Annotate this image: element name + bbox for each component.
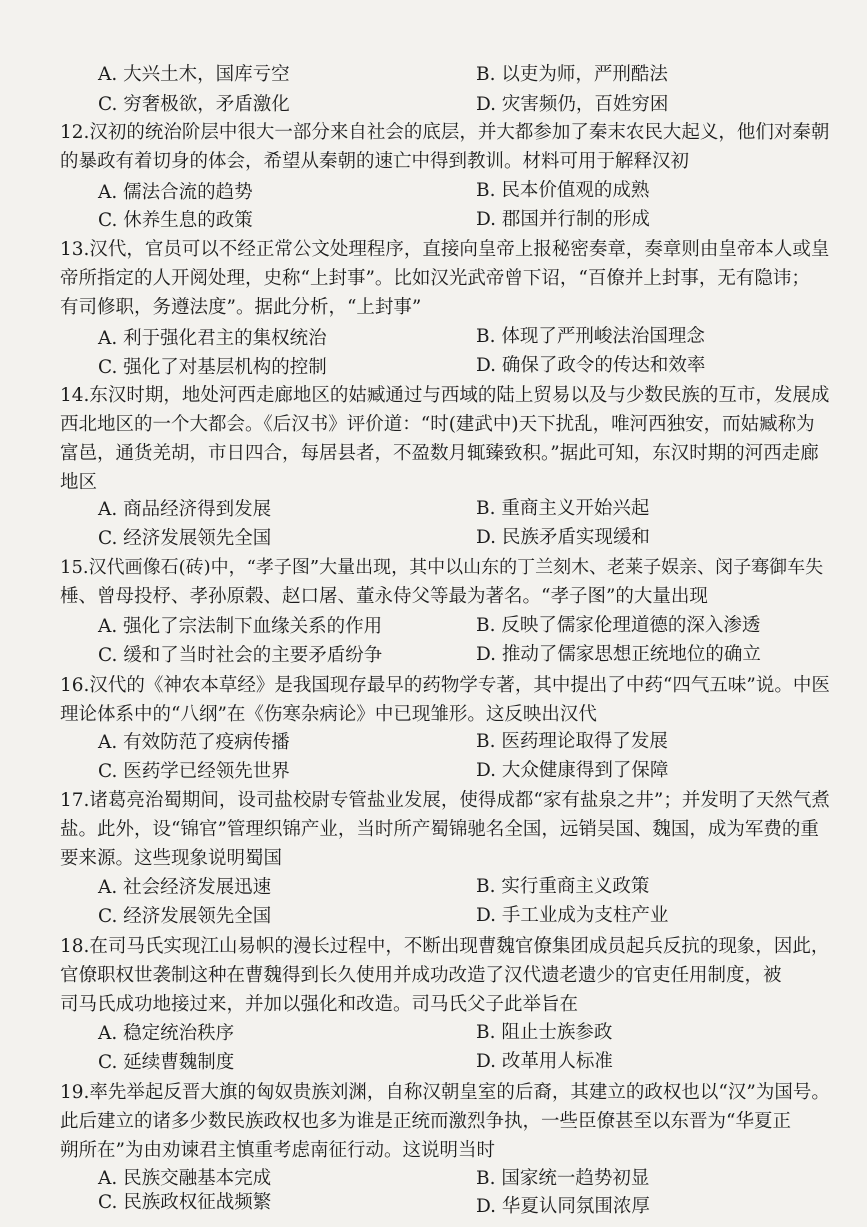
- q12-option-c: C. 休养生息的政策: [98, 210, 253, 231]
- q14-option-c: C. 经济发展领先全国: [98, 528, 272, 549]
- q17-option-b: B. 实行重商主义政策: [476, 876, 650, 897]
- q15-option-c: C. 缓和了当时社会的主要矛盾纷争: [98, 645, 383, 666]
- q19-option-b: B. 国家统一趋势初显: [476, 1168, 650, 1189]
- q18-stem-line: 司马氏成功地接过来，并加以强化和改造。司马氏父子此举旨在: [60, 994, 579, 1015]
- q13-option-b: B. 体现了严刑峻法治国理念: [476, 326, 705, 347]
- q17-option-d: D. 手工业成为支柱产业: [476, 905, 669, 926]
- q15-stem-line: 15.汉代画像石(砖)中，“孝子图”大量出现，其中以山东的丁兰刻木、老莱子娱亲、闵子骞御车失: [60, 557, 824, 578]
- q15-option-a: A. 强化了宗法制下血缘关系的作用: [98, 616, 383, 637]
- q17-option-a: A. 社会经济发展迅速: [98, 877, 272, 898]
- q12-option-b: B. 民本价值观的成熟: [476, 180, 650, 201]
- q11-option-b: B. 以吏为师，严刑酷法: [476, 64, 668, 85]
- q15-stem: [60, 553, 830, 611]
- q18-option-c: C. 延续曹魏制度: [98, 1052, 235, 1073]
- q13-stem: [60, 235, 830, 322]
- q19-option-d: D. 华夏认同氛围浓厚: [476, 1196, 650, 1217]
- q16-option-b: B. 医药理论取得了发展: [476, 731, 668, 752]
- q13-stem-line: 有司修职，务遵法度”。据此分析，“上封事”: [60, 297, 422, 318]
- q17-stem-line: 17.诸葛亮治蜀期间，设司盐校尉专管盐业发展，使得成都“家有盐泉之井”；并发明了天然气煮: [60, 790, 830, 811]
- q12-stem-line: 12.汉初的统治阶层中很大一部分来自社会的底层，并大都参加了秦末农民大起义，他们对秦朝: [60, 122, 830, 143]
- q13-option-d: D. 确保了政令的传达和效率: [476, 355, 706, 376]
- q18-stem-line: 官僚职权世袭制这种在曹魏得到长久使用并成功改造了汉代遗老遗少的官吏任用制度，被: [60, 965, 782, 986]
- q16-option-d: D. 大众健康得到了保障: [476, 760, 669, 781]
- q18-option-a: A. 稳定统治秩序: [98, 1023, 235, 1044]
- q14-option-d: D. 民族矛盾实现缓和: [476, 527, 650, 548]
- q14-stem-line: 西北地区的一个大都会。《后汉书》评价道：“时(建武中)天下扰乱，唯河西独安，而姑臧称为: [60, 414, 815, 435]
- q15-stem-line: 棰、曾母投杼、孝孙原榖、赵口屠、董永侍父等最为著名。“孝子图”的大量出现: [60, 586, 708, 607]
- q19-option-a: A. 民族交融基本完成: [98, 1168, 272, 1189]
- q17-stem: [60, 786, 830, 873]
- q18-stem-line: 18.在司马氏实现江山易帜的漫长过程中，不断出现曹魏官僚集团成员起兵反抗的现象，因此，: [60, 936, 830, 957]
- q19-option-c: C. 民族政权征战频繁: [98, 1192, 272, 1213]
- q18-stem: [60, 932, 830, 1019]
- q13-stem-line: 13.汉代，官员可以不经正常公文处理程序，直接向皇帝上报秘密奏章，奏章则由皇帝本人或皇: [60, 239, 830, 260]
- q18-option-b: B. 阻止士族参政: [476, 1022, 613, 1043]
- q12-option-a: A. 儒法合流的趋势: [98, 182, 253, 203]
- q11-option-d: D. 灾害频仍，百姓穷困: [476, 94, 669, 115]
- q12-stem-line: 的暴政有着切身的体会，希望从秦朝的速亡中得到教训。材料可用于解释汉初: [60, 151, 690, 172]
- q14-option-b: B. 重商主义开始兴起: [476, 498, 650, 519]
- q13-option-c: C. 强化了对基层机构的控制: [98, 357, 327, 378]
- q12-stem: [60, 118, 830, 176]
- q15-option-d: D. 推动了儒家思想正统地位的确立: [476, 644, 761, 665]
- q14-option-a: A. 商品经济得到发展: [98, 499, 272, 520]
- q17-stem-line: 要来源。这些现象说明蜀国: [60, 848, 283, 869]
- q18-option-d: D. 改革用人标准: [476, 1051, 613, 1072]
- q17-stem-line: 盐。此外，设“锦官”管理织锦产业，当时所产蜀锦驰名全国，远销吴国、魏国，成为军费的重: [60, 819, 819, 840]
- q14-stem-line: 14.东汉时期，地处河西走廊地区的姑臧通过与西域的陆上贸易以及与少数民族的互市，发展成: [60, 385, 830, 406]
- q13-stem-line: 帝所指定的人开阅处理，史称“上封事”。比如汉光武帝曾下诏，“百僚并上封事，无有隐讳；: [60, 268, 810, 289]
- q19-stem-line: 19.率先举起反晋大旗的匈奴贵族刘渊，自称汉朝皇室的后裔，其建立的政权也以“汉”为国号。: [60, 1082, 830, 1103]
- q11-option-c: C. 穷奢极欲，矛盾激化: [98, 94, 290, 115]
- q16-stem: [60, 671, 830, 729]
- q14-stem-line: 地区: [60, 472, 98, 493]
- q16-stem-line: 理论体系中的“八纲”在《伤寒杂病论》中已现雏形。这反映出汉代: [60, 704, 597, 725]
- q16-option-c: C. 医药学已经领先世界: [98, 761, 290, 782]
- q19-stem-line: 朔所在”为由劝谏君主慎重考虑南征行动。这说明当时: [60, 1140, 495, 1161]
- q19-stem-line: 此后建立的诸多少数民族政权也多为谁是正统而激烈争执，一些臣僚甚至以东晋为“华夏正: [60, 1111, 791, 1132]
- q16-stem-line: 16.汉代的《神农本草经》是我国现存最早的药物学专著，其中提出了中药“四气五味”说。中医: [60, 675, 830, 696]
- q16-option-a: A. 有效防范了疫病传播: [98, 732, 290, 753]
- q14-stem: [60, 381, 830, 497]
- q12-option-d: D. 郡国并行制的形成: [476, 209, 650, 230]
- q19-stem: [60, 1078, 830, 1165]
- q17-option-c: C. 经济发展领先全国: [98, 906, 272, 927]
- q11-option-a: A. 大兴土木，国库亏空: [98, 64, 290, 85]
- q13-option-a: A. 利于强化君主的集权统治: [98, 328, 327, 349]
- q14-stem-line: 富邑，通货羌胡，市日四合，每居县者，不盈数月辄臻致积。”据此可知，东汉时期的河西走廊: [60, 443, 819, 464]
- q15-option-b: B. 反映了儒家伦理道德的深入渗透: [476, 615, 761, 636]
